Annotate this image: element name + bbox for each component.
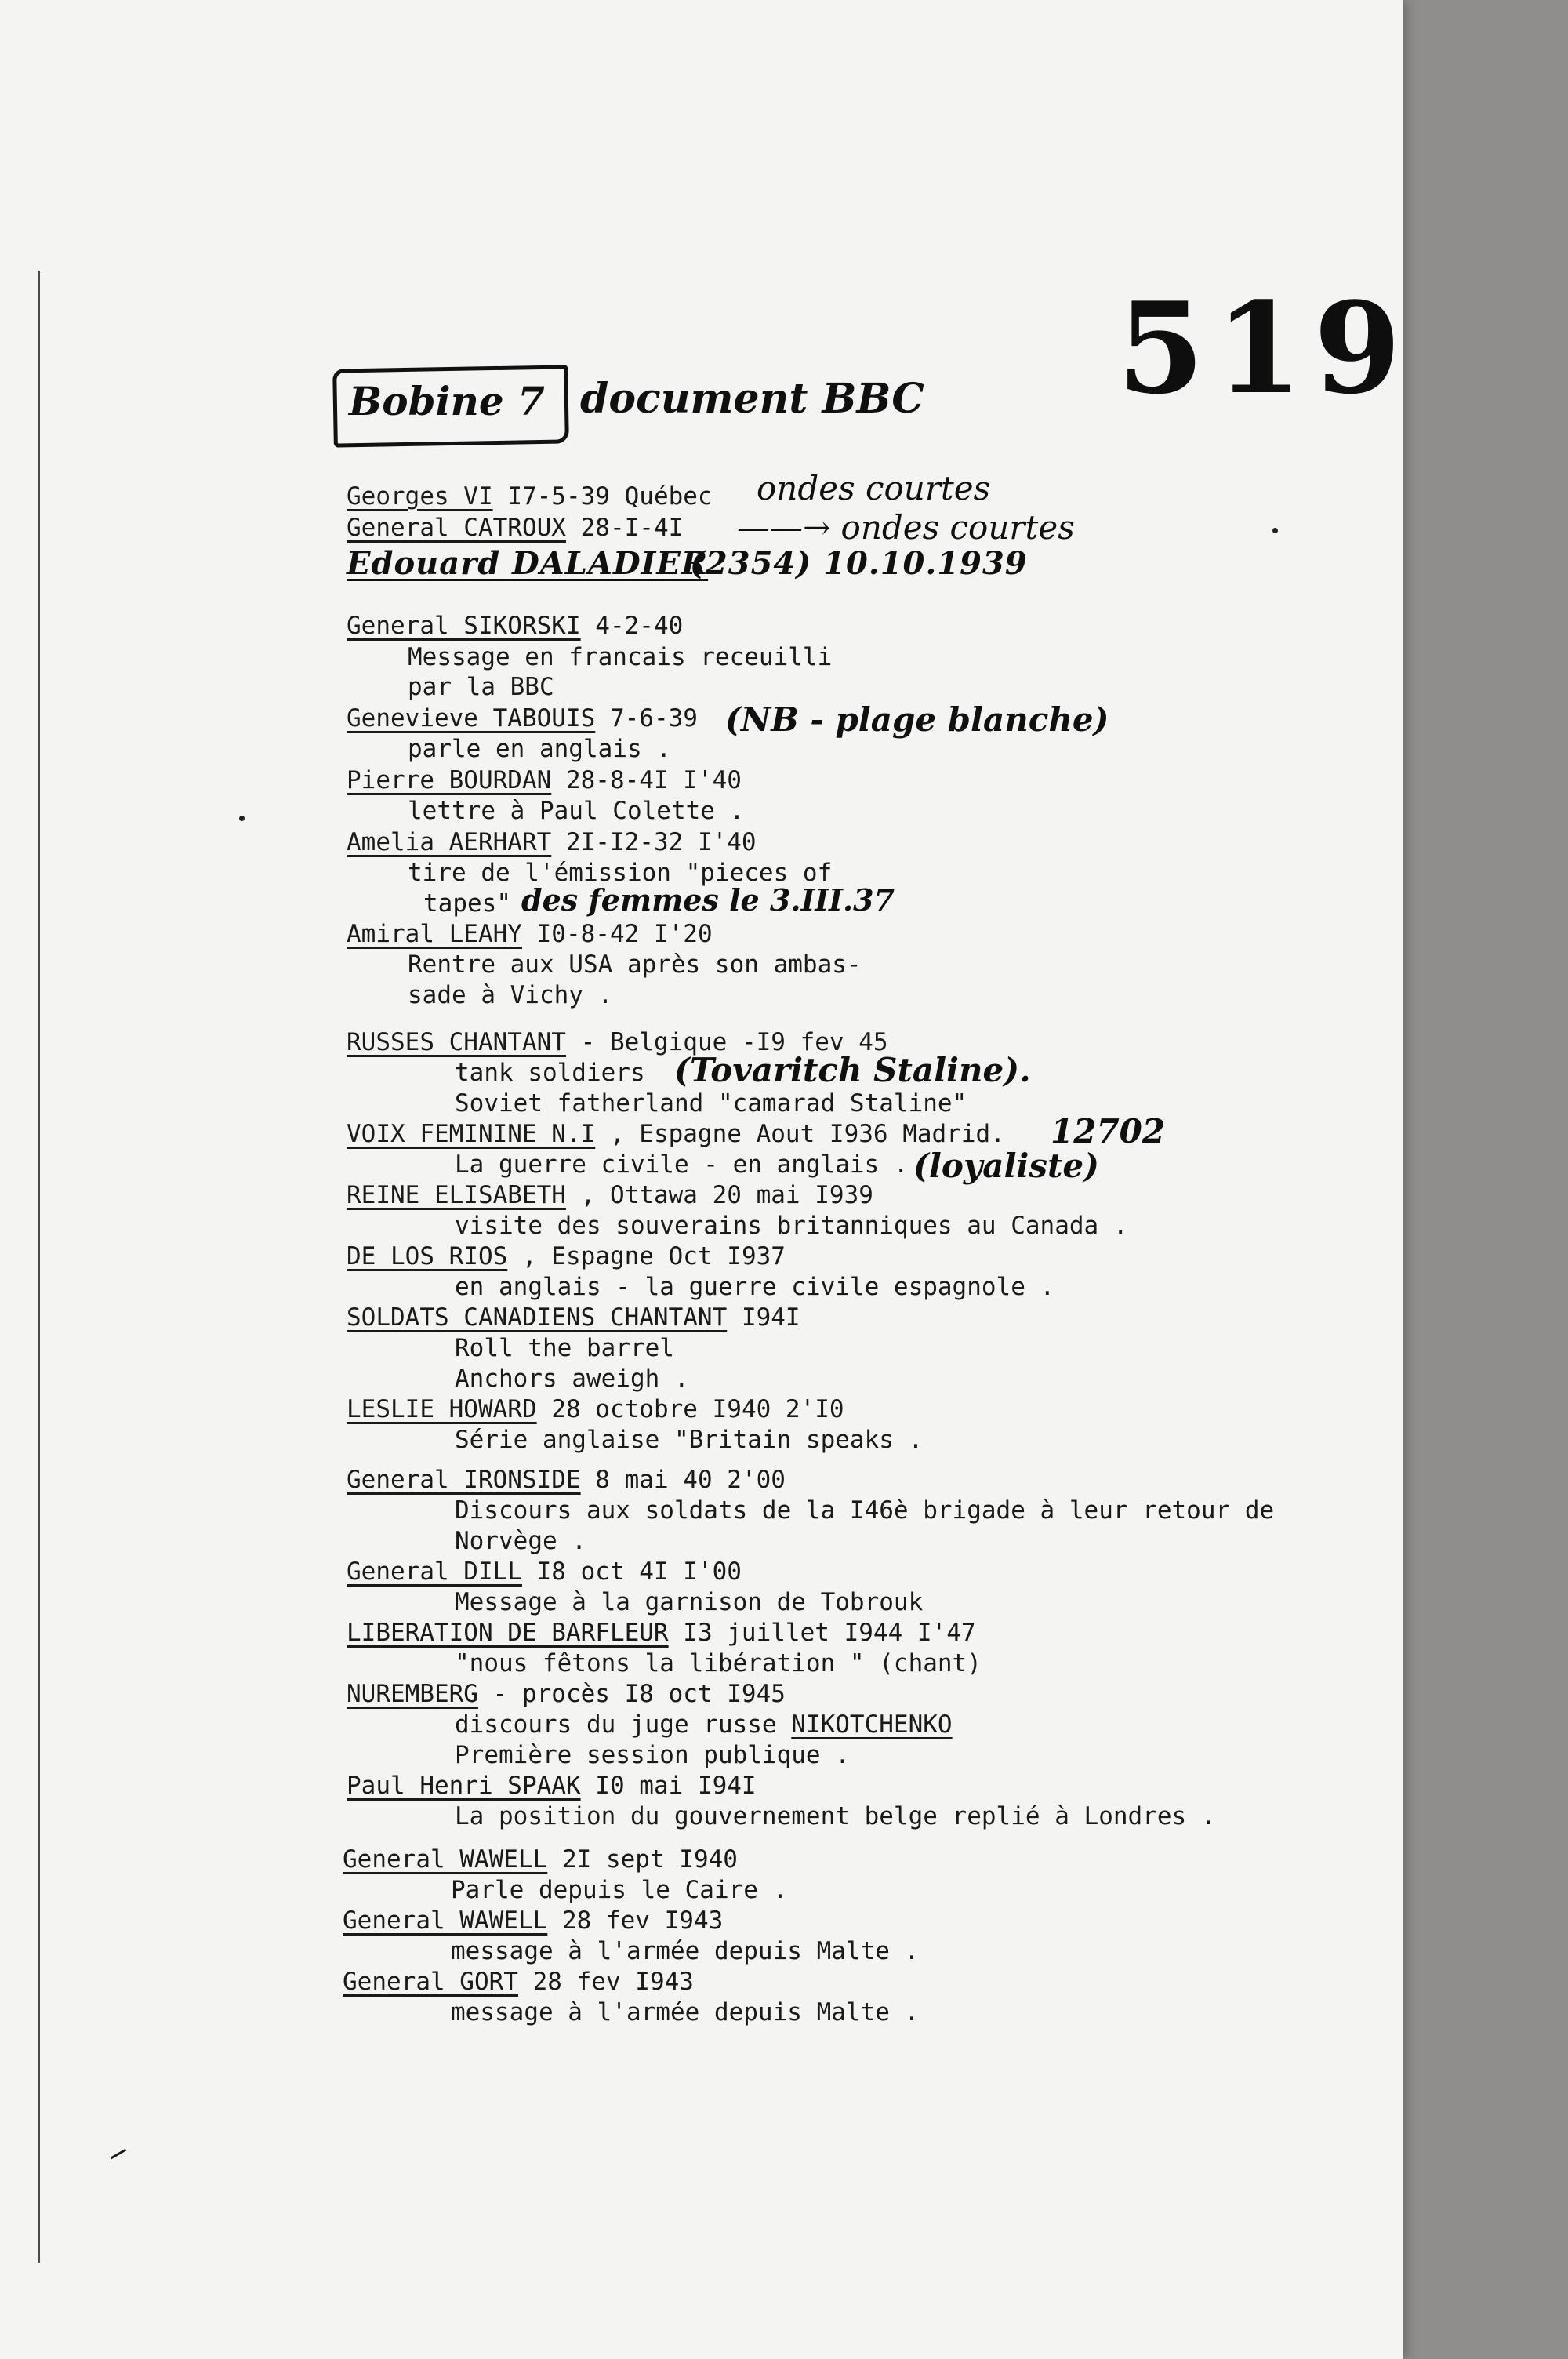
entry-detail: Série anglaise "Britain speaks . xyxy=(455,1426,924,1454)
entry-name: Pierre BOURDAN 28-8-4I I'40 xyxy=(347,766,742,794)
entry-detail: Anchors aweigh . xyxy=(455,1365,689,1393)
entry-name: SOLDATS CANADIENS CHANTANT I94I xyxy=(347,1303,800,1332)
entry-name: General DILL I8 oct 4I I'00 xyxy=(347,1558,742,1586)
entry-name: General WAWELL 2I sept I940 xyxy=(343,1845,738,1874)
entry-annotation: (loyaliste) xyxy=(913,1147,1100,1185)
entry-annotation: ondes courtes xyxy=(757,469,991,507)
entry-name: NUREMBERG - procès I8 oct I945 xyxy=(347,1680,786,1708)
bobine-label: Bobine 7 xyxy=(349,378,545,424)
entry-name: VOIX FEMININE N.I , Espagne Aout I936 Madrid. xyxy=(347,1120,1005,1148)
entry-name: Edouard DALADIER xyxy=(347,545,709,582)
entry-detail: par la BBC xyxy=(408,673,554,701)
entry-detail: "nous fêtons la libération " (chant) xyxy=(455,1649,982,1677)
entry-detail: Discours aux soldats de la I46è brigade à leur retour de xyxy=(455,1496,1275,1525)
entry-annotation: des femmes le 3.III.37 xyxy=(521,882,895,918)
entry-detail: Message à la garnison de Tobrouk xyxy=(455,1588,924,1616)
entry-detail: Soviet fatherland "camarad Staline" xyxy=(455,1089,967,1118)
stray-mark xyxy=(239,816,245,821)
entry-name: Georges VI I7-5-39 Québec xyxy=(347,482,713,511)
entry-name: Genevieve TABOUIS 7-6-39 xyxy=(347,704,698,732)
entry-detail: visite des souverains britanniques au Canada . xyxy=(455,1212,1128,1240)
entry-annotation: (2354) 10.10.1939 xyxy=(690,545,1028,582)
stray-mark xyxy=(1272,528,1278,533)
entry-name: General IRONSIDE 8 mai 40 2'00 xyxy=(347,1466,786,1494)
entry-annotation: (NB - plage blanche) xyxy=(725,700,1109,739)
entry-name: RUSSES CHANTANT - Belgique -I9 fev 45 xyxy=(347,1028,888,1056)
entry-detail: Norvège . xyxy=(455,1527,586,1555)
entry-name: General GORT 28 fev I943 xyxy=(343,1968,694,1996)
page-number: 519 xyxy=(1117,274,1412,422)
entry-annotation: ——→ ondes courtes xyxy=(737,508,1075,547)
entry-name: Amelia AERHART 2I-I2-32 I'40 xyxy=(347,828,757,856)
entry-detail: Roll the barrel xyxy=(455,1334,674,1362)
entry-name: LIBERATION DE BARFLEUR I3 juillet I944 I'47 xyxy=(347,1619,976,1647)
entry-name: General WAWELL 28 fev I943 xyxy=(343,1906,724,1935)
entry-detail: La guerre civile - en anglais . xyxy=(455,1150,909,1179)
entry-detail: tapes" xyxy=(423,889,511,918)
entry-name: DE LOS RIOS , Espagne Oct I937 xyxy=(347,1242,786,1270)
entry-annotation: (Tovaritch Staline). xyxy=(674,1051,1031,1089)
entry-detail: en anglais - la guerre civile espagnole . xyxy=(455,1273,1055,1301)
entry-name: Paul Henri SPAAK I0 mai I94I xyxy=(347,1772,757,1800)
entry-name: General SIKORSKI 4-2-40 xyxy=(347,612,684,640)
entry-name: General CATROUX 28-I-4I xyxy=(347,514,684,542)
entry-detail: lettre à Paul Colette . xyxy=(408,797,745,825)
entry-detail: tire de l'émission "pieces of xyxy=(408,859,833,887)
entry-detail: discours du juge russe NIKOTCHENKO xyxy=(455,1710,953,1739)
entry-detail: message à l'armée depuis Malte . xyxy=(451,1998,920,2026)
entry-detail: Parle depuis le Caire . xyxy=(451,1876,788,1904)
entry-detail: sade à Vichy . xyxy=(408,981,613,1009)
entry-name: Amiral LEAHY I0-8-42 I'20 xyxy=(347,920,713,948)
entry-detail: message à l'armée depuis Malte . xyxy=(451,1937,920,1965)
entry-detail: tank soldiers xyxy=(455,1059,645,1087)
entry-annotation: 12702 xyxy=(1051,1112,1166,1150)
entry-name: LESLIE HOWARD 28 octobre I940 2'I0 xyxy=(347,1395,844,1423)
entry-detail: La position du gouvernement belge replié à Londres . xyxy=(455,1802,1216,1830)
entry-detail: Première session publique . xyxy=(455,1741,850,1769)
entry-detail: parle en anglais . xyxy=(408,735,671,763)
entry-detail: Message en francais receuilli xyxy=(408,643,833,671)
document-label: document BBC xyxy=(580,375,924,423)
entry-detail: Rentre aux USA après son ambas- xyxy=(408,951,862,979)
entry-name: REINE ELISABETH , Ottawa 20 mai I939 xyxy=(347,1181,873,1209)
